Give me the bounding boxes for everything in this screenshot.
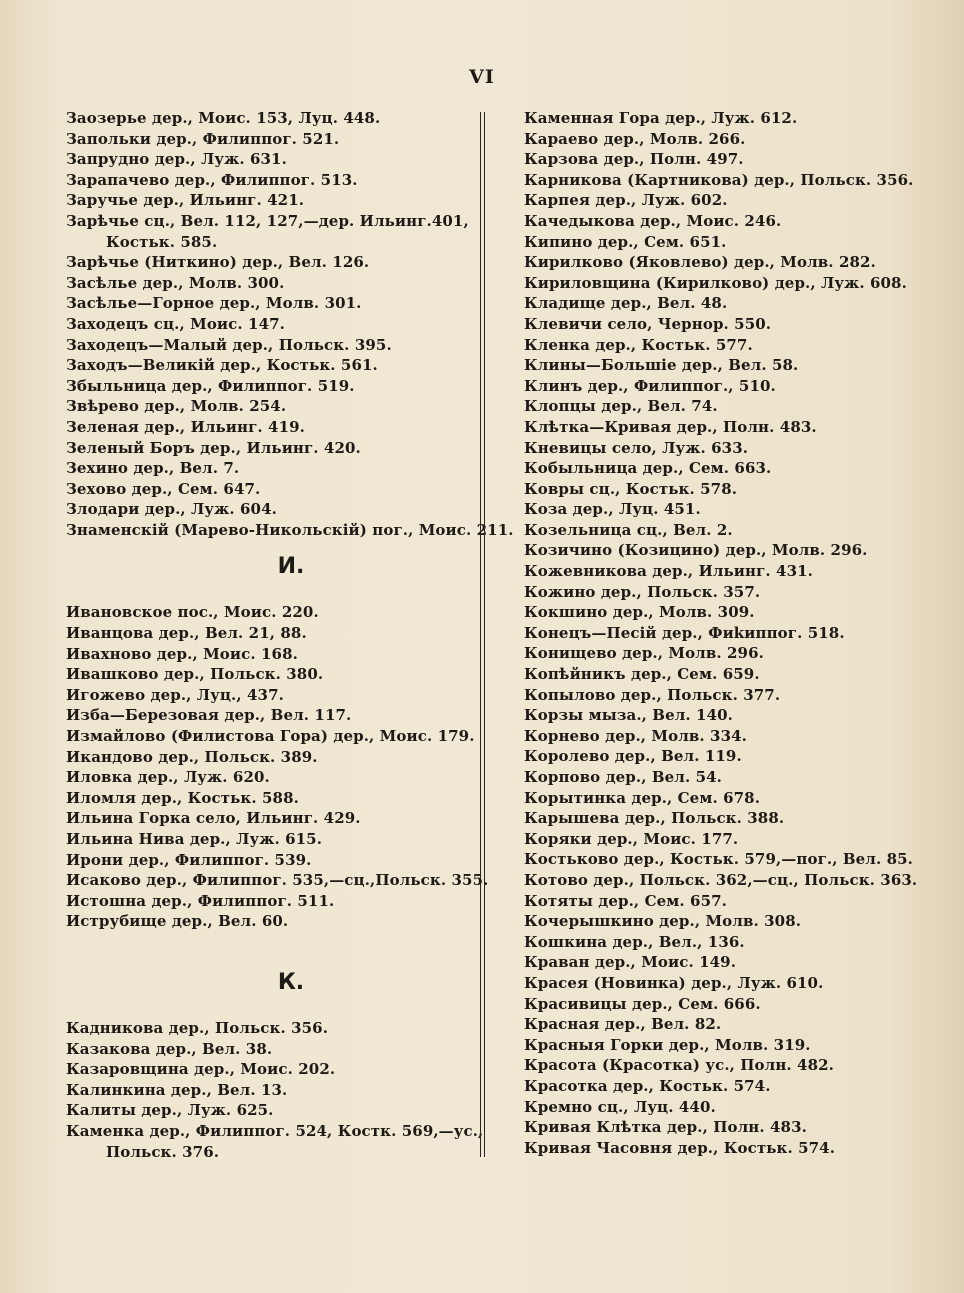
entry: Коза дер., Луц. 451. <box>524 500 701 519</box>
entry: Икандово дер., Польск. 389. <box>66 747 318 766</box>
entry: Корпово дер., Вел. 54. <box>524 768 723 786</box>
entry: Карпея дер., Луж. 602. <box>524 191 728 210</box>
entry: Козельница сц., Вел. 2. <box>524 520 733 539</box>
entry: Збыльница дер., Филиппог. 519. <box>66 376 355 395</box>
entry: Иломля дер., Костьк. 588. <box>66 788 299 807</box>
entry: Карзова дер., Полн. 497. <box>524 150 744 169</box>
entry: Истошна дер., Филиппог. 511. <box>66 891 335 910</box>
entry: Клѣтка—Кривая дер., Полн. 483. <box>524 417 817 436</box>
entry: Засѣлье дер., Молв. 300. <box>66 273 285 292</box>
entry: Кипино дер., Сем. 651. <box>524 232 727 251</box>
entry: Кожевникова дер., Ильинг. 431. <box>524 562 813 581</box>
entry: Засѣлье—Горное дер., Молв. 301. <box>66 294 362 313</box>
entry: Изба—Березовая дер., Вел. 117. <box>66 706 352 725</box>
entry: Костьково дер., Костьк. 579,—пог., Вел. 85. <box>524 850 913 869</box>
entry: Красотка дер., Костьк. 574. <box>524 1076 771 1095</box>
entry: Заручье дер., Ильинг. 421. <box>66 191 305 210</box>
entry: Знаменскiй (Марево-Никольскiй) пог., Моис. 211. <box>66 520 514 539</box>
entry: Кладище дер., Вел. 48. <box>524 294 728 313</box>
entry: Козичино (Козицино) дер., Молв. 296. <box>524 541 868 560</box>
entry: Казакова дер., Вел. 38. <box>66 1039 273 1058</box>
entry: Ильина Горка село, Ильинг. 429. <box>66 809 361 828</box>
entry-continuation: Польск. 376. <box>106 1142 220 1161</box>
entry: Корытинка дер., Сем. 678. <box>524 788 761 807</box>
left-column <box>66 108 514 1162</box>
entry: Клопцы дер., Вел. 74. <box>524 397 718 416</box>
entry: Звѣрево дер., Молв. 254. <box>66 397 287 416</box>
entry: Зехово дер., Сем. 647. <box>66 479 261 498</box>
entry: Кривая Часовня дер., Костьк. 574. <box>524 1138 836 1157</box>
entry: Заходецъ—Малый дер., Польск. 395. <box>66 335 392 354</box>
entry: Кириловщина (Кирилково) дер., Луж. 608. <box>524 273 907 292</box>
entry: Корнево дер., Молв. 334. <box>524 726 747 745</box>
entry: Караево дер., Молв. 266. <box>524 129 746 148</box>
entry: Каменная Гора дер., Луж. 612. <box>524 109 798 127</box>
entry: Королево дер., Вел. 119. <box>524 747 742 766</box>
section-heading-i: И. <box>277 554 305 580</box>
entry: Красная дер., Вел. 82. <box>524 1015 722 1034</box>
entry: Ковры сц., Костьк. 578. <box>524 479 738 498</box>
entry: Кожино дер., Польск. 357. <box>524 582 761 601</box>
entry: Зехино дер., Вел. 7. <box>66 459 240 478</box>
entry: Ивахново дер., Моис. 168. <box>66 644 298 663</box>
entry: Красивицы дер., Сем. 666. <box>524 994 761 1013</box>
entry: Клинъ дер., Филиппог., 510. <box>524 376 776 395</box>
entry: Корзы мыза., Вел. 140. <box>524 706 733 725</box>
entry: Кошкина дер., Вел., 136. <box>524 932 745 951</box>
entry: Кобыльница дер., Сем. 663. <box>524 459 772 478</box>
entry: Конищево дер., Молв. 296. <box>524 644 764 663</box>
section-heading-k: К. <box>277 969 305 995</box>
entry: Карышева дер., Польск. 388. <box>524 809 785 828</box>
entry: Злодари дер., Луж. 604. <box>66 500 277 519</box>
entry: Каменка дер., Филиппог. 524, Костк. 569,—ус., <box>66 1121 484 1140</box>
entry: Котово дер., Польск. 362,—сц., Польск. 363. <box>524 870 918 889</box>
entry: Калиты дер., Луж. 625. <box>66 1101 274 1120</box>
entry: Зеленая дер., Ильинг. 419. <box>66 417 305 436</box>
entry: Кадникова дер., Польск. 356. <box>66 1018 329 1037</box>
entry: Красота (Красотка) ус., Полн. 482. <box>524 1056 834 1075</box>
entry: Красныя Горки дер., Молв. 319. <box>524 1035 811 1054</box>
entry: Котяты дер., Сем. 657. <box>524 891 727 910</box>
entry: Кирилково (Яковлево) дер., Молв. 282. <box>524 253 876 272</box>
entry: Зарѣчье (Ниткино) дер., Вел. 126. <box>66 253 370 272</box>
entry-continuation: Костьк. 585. <box>106 232 218 251</box>
entry: Качедыкова дер., Моис. 246. <box>524 211 782 230</box>
entry: Клины—Большiе дер., Вел. 58. <box>524 356 799 375</box>
entry: Кневицы село, Луж. 633. <box>524 438 749 457</box>
entry: Зеленый Боръ дер., Ильинг. 420. <box>66 438 361 457</box>
entry: Заозерье дер., Моис. 153, Луц. 448. <box>66 109 381 127</box>
page-number: VI <box>469 66 495 88</box>
entry: Зарѣчье сц., Вел. 112, 127,—дер. Ильинг.401, <box>66 211 469 230</box>
entry: Клевичи село, Чернор. 550. <box>524 314 772 333</box>
entry: Игожево дер., Луц., 437. <box>66 685 284 704</box>
entry: Кокшино дер., Молв. 309. <box>524 603 755 622</box>
entry: Коряки дер., Моис. 177. <box>524 829 739 848</box>
entry: Иванцова дер., Вел. 21, 88. <box>66 624 307 643</box>
right-column <box>524 108 944 1158</box>
entry: Ивановское пос., Моис. 220. <box>66 603 319 622</box>
entry: Кочерышкино дер., Молв. 308. <box>524 912 802 931</box>
column-divider <box>480 112 485 1157</box>
entry: Ирони дер., Филиппог. 539. <box>66 850 312 869</box>
entry: Заходъ—Великiй дер., Костьк. 561. <box>66 356 378 375</box>
entry: Красея (Новинка) дер., Луж. 610. <box>524 973 824 992</box>
entry: Запольки дер., Филиппог. 521. <box>66 129 340 148</box>
entry: Краван дер., Моис. 149. <box>524 953 737 972</box>
entry: Калинкина дер., Вел. 13. <box>66 1080 288 1099</box>
entry: Заходецъ сц., Моис. 147. <box>66 314 285 333</box>
entry: Кремно сц., Луц. 440. <box>524 1097 716 1116</box>
entry: Кленка дер., Костьк. 577. <box>524 335 753 354</box>
entry: Копылово дер., Польск. 377. <box>524 685 781 704</box>
entry: Исаково дер., Филиппог. 535,—сц.,Польск. 355. <box>66 871 489 890</box>
entry: Иструбище дер., Вел. 60. <box>66 912 289 931</box>
entry: Иловка дер., Луж. 620. <box>66 768 270 787</box>
entry: Казаровщина дер., Моис. 202. <box>66 1060 336 1079</box>
entry: Карникова (Картникова) дер., Польск. 356. <box>524 170 914 189</box>
entry: Копѣйникъ дер., Сем. 659. <box>524 665 760 684</box>
entry: Ильина Нива дер., Луж. 615. <box>66 830 323 848</box>
entry: Кривая Клѣтка дер., Полн. 483. <box>524 1118 807 1137</box>
entry: Зарапачево дер., Филиппог. 513. <box>66 170 358 189</box>
entry: Ивашково дер., Польск. 380. <box>66 665 324 684</box>
entry: Запрудно дер., Луж. 631. <box>66 150 287 169</box>
entry: Измайлово (Филистова Гора) дер., Моис. 179. <box>66 727 475 746</box>
entry: Конецъ—Песiй дер., Фиkиппог. 518. <box>524 623 845 642</box>
